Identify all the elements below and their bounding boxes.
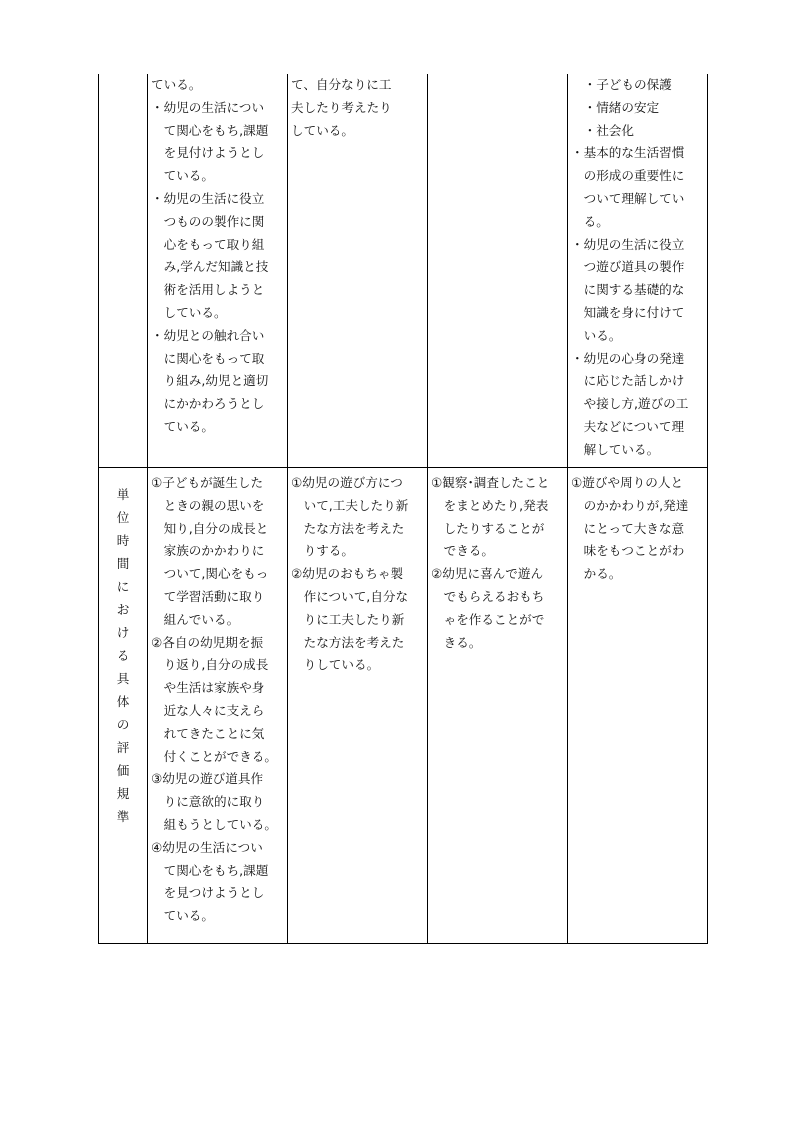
vertical-label-char: 準 — [116, 809, 130, 824]
row1-col4-line: ・幼児の生活に役立 — [571, 236, 685, 252]
row2-col1-line: を見つけようとし — [151, 885, 265, 901]
row2-col1-line: 家族のかかわりに — [151, 543, 265, 559]
row1-col4-line: いる。 — [571, 327, 622, 343]
row2-col2-cell — [288, 468, 428, 944]
row2-col3-line: でもらえるおもち — [431, 588, 545, 604]
row2-col4-cell — [568, 468, 708, 944]
vertical-label-char: 評 — [116, 740, 130, 755]
row2-col1-line: ②各自の幼児期を振 — [151, 634, 264, 650]
row2-col1-line: ときの親の思いを — [151, 497, 265, 513]
row2-col1-line: て学習活動に取り — [151, 588, 265, 604]
vertical-label-char: に — [116, 579, 130, 594]
row2-col1-line: ①子どもが誕生した — [151, 475, 264, 490]
row1-col4-line: や接し方,遊びの工 — [571, 396, 689, 412]
row2-col1-line: れてきたことに気 — [151, 725, 265, 741]
row2-col4-line: かる。 — [571, 566, 622, 582]
row1-col4-line: 夫などについて理 — [571, 418, 685, 434]
row1-col1-line: み,学んだ知識と技 — [151, 259, 269, 275]
row2-col1-cell — [148, 468, 288, 944]
vertical-label-char: 位 — [116, 510, 130, 525]
row2-label-cell — [99, 468, 148, 944]
row1-col4-line: の形成の重要性に — [571, 168, 685, 184]
row2-col3-line: できる。 — [431, 543, 494, 559]
vertical-label-char: け — [116, 625, 130, 640]
row2-col1-line: り返り,自分の成長 — [151, 657, 269, 673]
vertical-label-char: 間 — [116, 556, 130, 571]
row2-col2-line: りする。 — [291, 543, 354, 559]
row1-col1-line: ている。 — [151, 77, 202, 92]
row2-col4-line: 味をもつことがわ — [571, 543, 685, 559]
row1-col1-line: 心をもって取り組 — [151, 236, 265, 252]
row1-col1-line: を見付けようとし — [151, 145, 265, 161]
row1-col1-line: て関心をもち,課題 — [151, 122, 269, 138]
vertical-label-char: お — [116, 602, 130, 617]
row1-label-cell — [99, 74, 148, 468]
row2-col1-line: て関心をもち,課題 — [151, 862, 269, 878]
vertical-label-char: 具 — [116, 671, 130, 686]
row2-col1-line: ついて,関心をもっ — [151, 566, 269, 582]
row2-col2-line: たな方法を考えた — [291, 634, 405, 650]
row1-col2-line: て、自分なりに工 — [291, 77, 392, 92]
row1-col4-line: 知識を身に付けて — [571, 304, 685, 320]
row1-col1-line: ・幼児との触れ合い — [151, 327, 265, 343]
vertical-label-char: 価 — [116, 763, 130, 778]
row1-col1-line: ・幼児の生活に役立 — [151, 190, 265, 206]
row1-col1-line: にかかわろうとし — [151, 396, 265, 412]
vertical-label-char: の — [116, 717, 130, 732]
row2-col2-line: たな方法を考えた — [291, 520, 405, 536]
vertical-label — [99, 468, 147, 828]
row2-col3-line: ①観察･調査したこと — [431, 475, 550, 490]
row2-col1-line: 組もうとしている。 — [151, 816, 277, 832]
row1-col4-line: に関する基礎的な — [571, 282, 685, 298]
row1-col4-line: ・幼児の心身の発達 — [571, 350, 685, 366]
row1-col4-line: 解している。 — [571, 441, 660, 457]
row2-col2-line: りに工夫したり新 — [291, 611, 405, 627]
row2-col4-line: のかかわりが,発達 — [571, 497, 689, 513]
row2-col3-line: きる。 — [431, 634, 482, 650]
row1-col4-line: ・情緒の安定 — [571, 99, 660, 115]
row1-col3-cell — [428, 74, 568, 468]
row1-col4-line: る。 — [571, 213, 609, 229]
row1-col1-line: ている。 — [151, 168, 214, 184]
row2-col1-line: りに意欲的に取り — [151, 794, 265, 810]
row2-col2-line: ②幼児のおもちゃ製 — [291, 566, 404, 582]
row2-col2-line: りしている。 — [291, 657, 380, 673]
row1-col2-line: している。 — [291, 122, 354, 138]
row2-col1-line: 知り,自分の成長と — [151, 520, 269, 536]
table-row-unit-criteria — [99, 468, 708, 944]
row2-col1-line: 付くことができる。 — [151, 748, 277, 764]
row1-col1-line: に関心をもって取 — [151, 350, 265, 366]
row1-col1-line: つものの製作に関 — [151, 213, 265, 229]
row1-col1-line: 術を活用しようと — [151, 282, 265, 298]
vertical-label-char: 体 — [116, 694, 130, 709]
row1-col1-line: している。 — [151, 304, 227, 320]
row1-col2-cell — [288, 74, 428, 468]
vertical-label-char: 規 — [116, 786, 130, 801]
row2-col4-line: ①遊びや周りの人と — [571, 475, 684, 490]
row2-col2-line: いて,工夫したり新 — [291, 497, 409, 513]
row2-col1-line: 組んでいる。 — [151, 611, 240, 627]
row1-col4-line: ・子どもの保護 — [571, 77, 672, 92]
row1-col2-line: 夫したり考えたり — [291, 99, 392, 115]
row2-col3-line: ゃを作ることがで — [431, 611, 545, 627]
vertical-label-char: 単 — [116, 487, 130, 502]
row1-col1-line: り組み,幼児と適切 — [151, 373, 269, 389]
vertical-label-char: 時 — [116, 533, 130, 548]
row2-col1-line: ③幼児の遊び道具作 — [151, 771, 264, 787]
row2-col2-line: 作について,自分な — [291, 588, 409, 604]
row1-col4-line: つ遊び道具の製作 — [571, 259, 685, 275]
row1-col4-line: ・基本的な生活習慣 — [571, 145, 685, 161]
row1-col4-cell — [568, 74, 708, 468]
row2-col3-line: したりすることが — [431, 520, 545, 536]
evaluation-table — [98, 74, 708, 944]
table-row-continued — [99, 74, 708, 468]
row2-col3-line: ②幼児に喜んで遊ん — [431, 566, 544, 582]
row2-col4-line: にとって大きな意 — [571, 520, 685, 536]
row1-col1-line: ている。 — [151, 418, 214, 434]
row1-col4-line: に応じた話しかけ — [571, 373, 685, 389]
row2-col1-line: や生活は家族や身 — [151, 680, 265, 696]
row1-col1-cell — [148, 74, 288, 468]
row2-col1-line: 近な人々に支えら — [151, 702, 265, 718]
row1-col4-line: ・社会化 — [571, 122, 634, 138]
row2-col3-cell — [428, 468, 568, 944]
row1-col4-line: ついて理解してい — [571, 190, 685, 206]
vertical-label-char: る — [116, 648, 130, 663]
row1-col1-line: ・幼児の生活につい — [151, 99, 265, 115]
row2-col3-line: をまとめたり,発表 — [431, 497, 549, 513]
row2-col1-line: ている。 — [151, 908, 214, 924]
row2-col1-line: ④幼児の生活につい — [151, 839, 263, 855]
row2-col2-line: ①幼児の遊び方につ — [291, 475, 403, 490]
